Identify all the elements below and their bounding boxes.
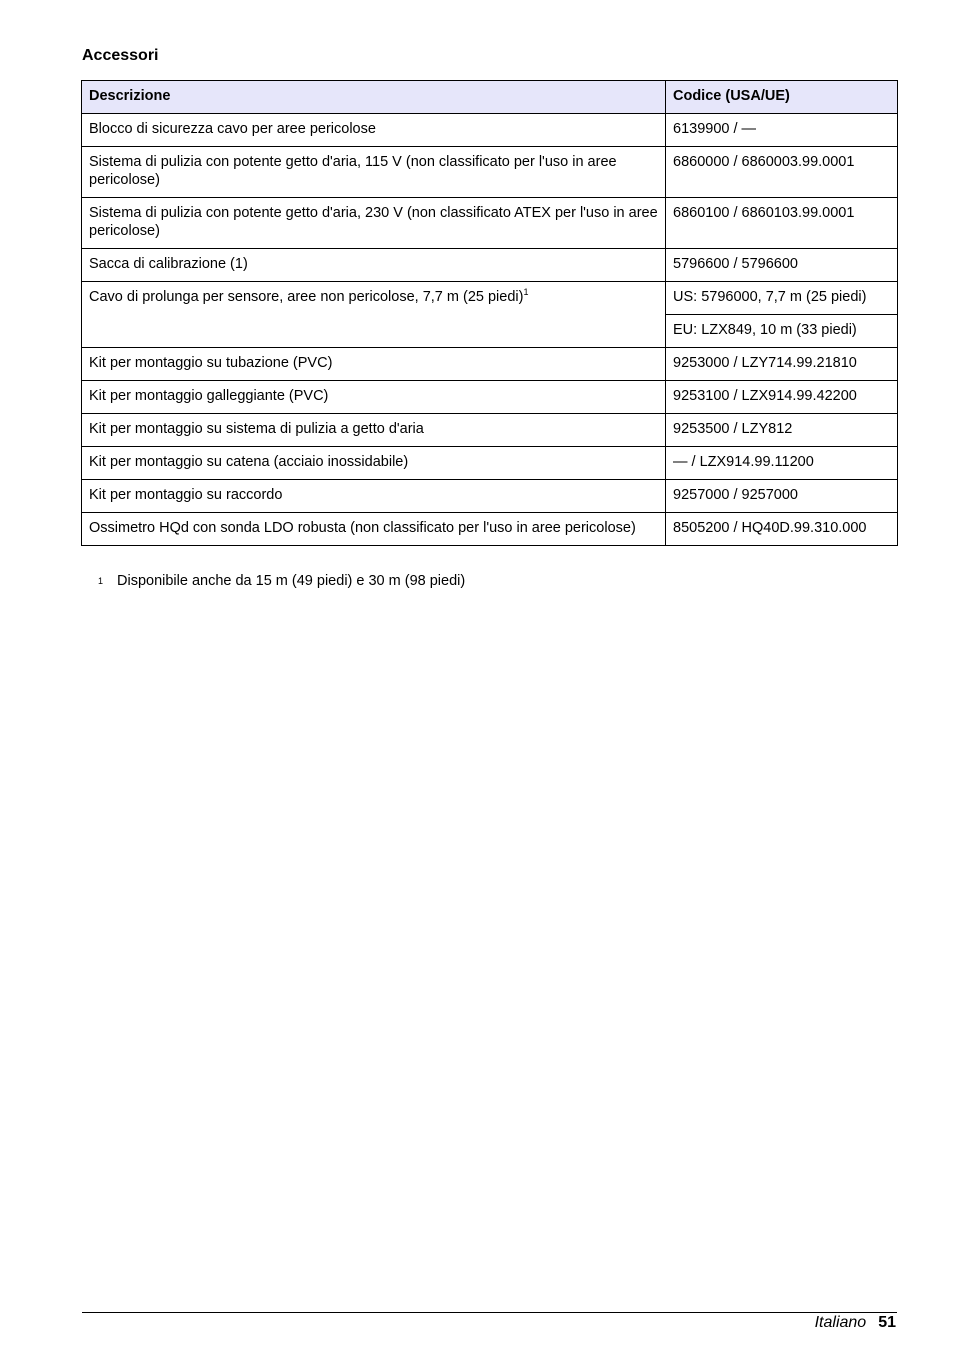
header-code: Codice (USA/UE) xyxy=(666,81,898,114)
row-code: 9253500 / LZY812 xyxy=(666,414,898,447)
table-row xyxy=(82,513,898,546)
row-code: — / LZX914.99.11200 xyxy=(666,447,898,480)
row-code: 6139900 / — xyxy=(666,114,898,147)
row-code-eu: EU: LZX849, 10 m (33 piedi) xyxy=(666,315,898,348)
row-code: 6860100 / 6860103.99.0001 xyxy=(666,198,898,249)
row-description: Sacca di calibrazione (1) xyxy=(82,249,666,282)
table-row xyxy=(82,114,898,147)
row-description: Kit per montaggio su raccordo xyxy=(82,480,666,513)
table-row xyxy=(82,381,898,414)
table-row xyxy=(82,249,898,282)
row-description-cell xyxy=(82,282,666,348)
table-row xyxy=(82,480,898,513)
footnote-reference: 1 xyxy=(523,287,529,298)
page-footer xyxy=(815,1313,896,1333)
row-description: Sistema di pulizia con potente getto d'aria, 230 V (non classificato ATEX per l'uso in aree pericolose) xyxy=(82,198,666,249)
header-description: Descrizione xyxy=(82,81,666,114)
row-description: Kit per montaggio su catena (acciaio inossidabile) xyxy=(82,447,666,480)
footnote-mark: 1 xyxy=(98,576,104,586)
row-description: Ossimetro HQd con sonda LDO robusta (non classificato per l'uso in aree pericolose) xyxy=(82,513,666,546)
table-row xyxy=(82,198,898,249)
page-number: 51 xyxy=(878,1314,896,1331)
table-header-row xyxy=(82,81,898,114)
row-code: 9257000 / 9257000 xyxy=(666,480,898,513)
row-description: Kit per montaggio galleggiante (PVC) xyxy=(82,381,666,414)
row-code: 6860000 / 6860003.99.0001 xyxy=(666,147,898,198)
row-code: 5796600 / 5796600 xyxy=(666,249,898,282)
footnote xyxy=(98,572,465,590)
table-row xyxy=(82,348,898,381)
footnote-text: Disponibile anche da 15 m (49 piedi) e 30 m (98 piedi) xyxy=(117,573,466,589)
row-description: Kit per montaggio su sistema di pulizia a getto d'aria xyxy=(82,414,666,447)
table-row xyxy=(82,447,898,480)
row-code: 9253000 / LZY714.99.21810 xyxy=(666,348,898,381)
table-row xyxy=(82,414,898,447)
footer-divider xyxy=(82,1312,897,1313)
row-description: Cavo di prolunga per sensore, aree non pericolose, 7,7 m (25 piedi) xyxy=(89,289,524,305)
row-description: Kit per montaggio su tubazione (PVC) xyxy=(82,348,666,381)
accessories-table xyxy=(81,80,898,546)
section-title: Accessori xyxy=(82,47,159,64)
table-row xyxy=(82,147,898,198)
row-description: Sistema di pulizia con potente getto d'aria, 115 V (non classificato per l'uso in aree pericolose) xyxy=(82,147,666,198)
table-row xyxy=(82,282,898,315)
footer-language: Italiano xyxy=(814,1314,867,1331)
row-description: Blocco di sicurezza cavo per aree pericolose xyxy=(82,114,666,147)
row-code-us: US: 5796000, 7,7 m (25 piedi) xyxy=(666,282,898,315)
row-code: 8505200 / HQ40D.99.310.000 xyxy=(666,513,898,546)
row-code: 9253100 / LZX914.99.42200 xyxy=(666,381,898,414)
